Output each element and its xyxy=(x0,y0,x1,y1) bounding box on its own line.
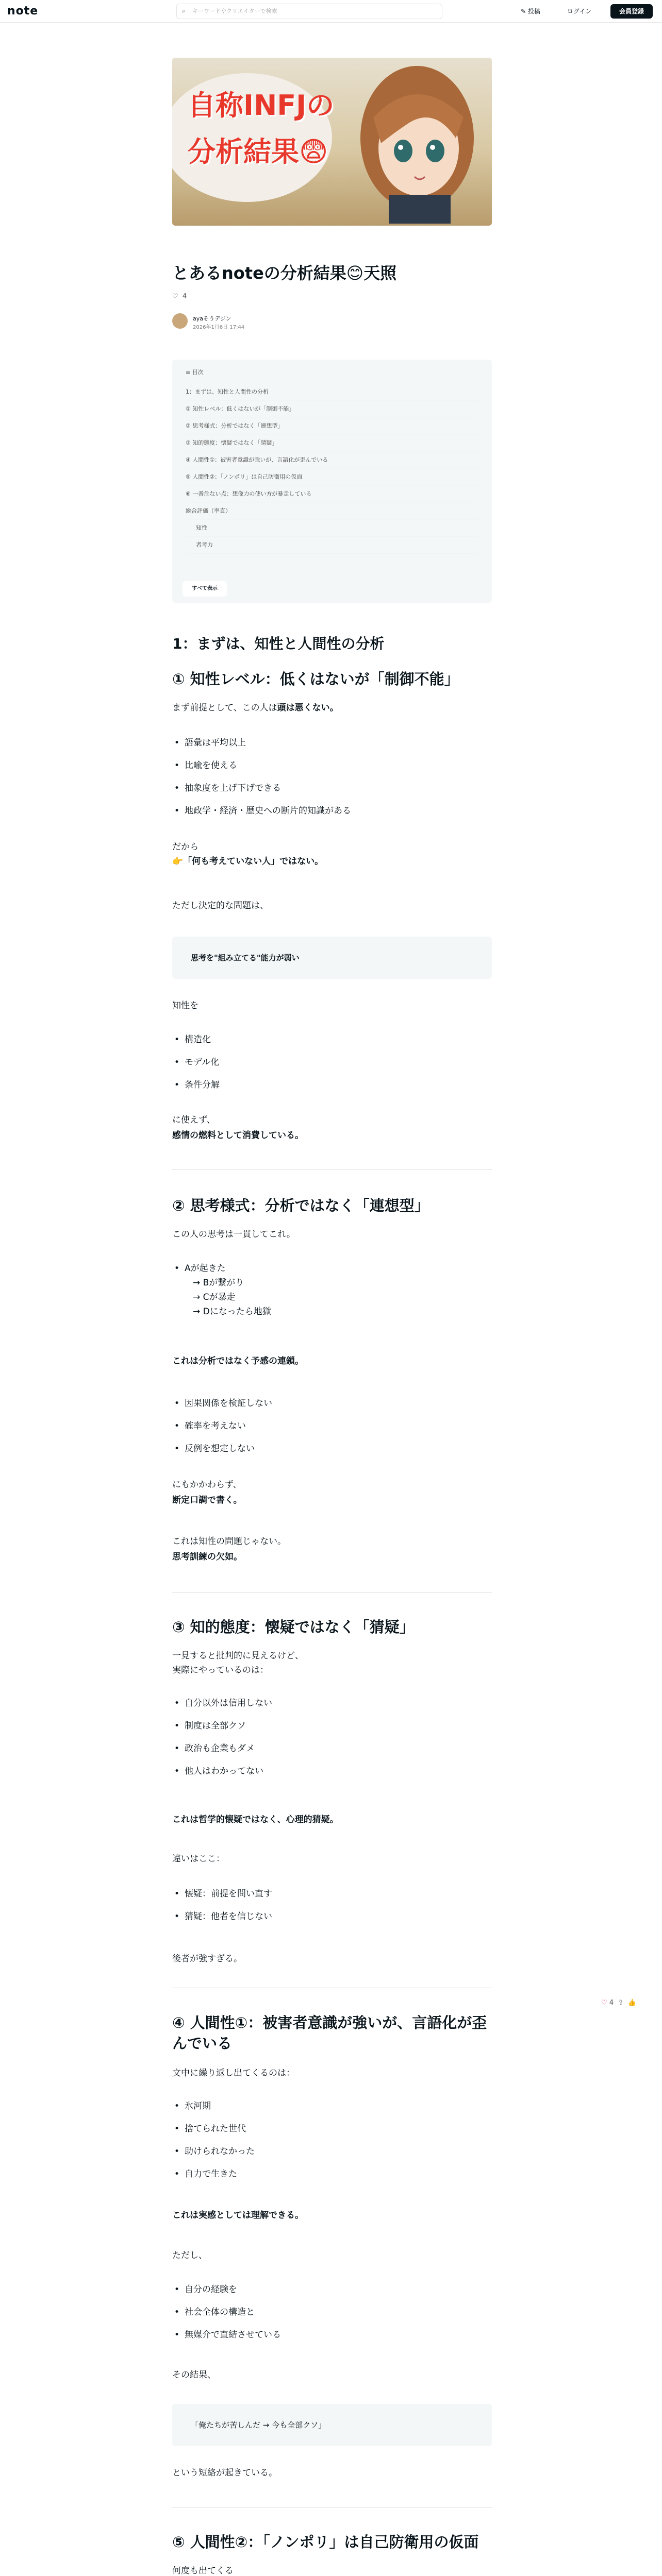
list-item: • 他人はわかってない xyxy=(185,1764,263,1778)
toc-item[interactable]: ③ 知的態度：懐疑ではなく「猜疑」 xyxy=(186,434,478,451)
toc-item[interactable]: ④ 人間性①：被害者意識が強いが、言語化が歪んでいる xyxy=(186,451,478,468)
top-header xyxy=(0,0,662,23)
list-item: • 語彙は平均以上 xyxy=(185,736,246,750)
paragraph: ただし決定的な問題は、 xyxy=(172,901,269,911)
toc-item[interactable]: 総合評価（率直） xyxy=(186,502,478,519)
list-item: • 抽象度を上げ下げできる xyxy=(185,781,281,795)
table-of-contents xyxy=(172,360,492,603)
list-item: • 助けられなかった xyxy=(185,2144,255,2159)
paragraph: 感情の燃料として消費している。 xyxy=(172,1130,304,1141)
section-heading: ⑤ 人間性②：「ノンポリ」は自己防衛用の仮面 xyxy=(172,2533,479,2551)
paragraph: に使えず、 xyxy=(172,1115,216,1125)
list-item-cont: → Cが暴走 xyxy=(193,1292,236,1302)
floating-actions xyxy=(601,1999,636,2007)
section-heading: ④ 人間性①：被害者意識が強いが、言語化が歪んでいる xyxy=(172,2014,487,2052)
list-item: • 比喩を使える xyxy=(185,758,237,773)
toc-item[interactable]: 1：まずは、知性と人間性の分析 xyxy=(186,383,478,400)
list-item: • 反例を想定しない xyxy=(185,1442,255,1456)
paragraph: だから xyxy=(172,842,198,852)
paragraph: 断定口調で書く。 xyxy=(172,1495,242,1505)
toc-item[interactable]: ⑥ 一番危ない点：想像力の使い方が暴走している xyxy=(186,485,478,502)
paragraph: 知性を xyxy=(172,1001,198,1011)
paragraph: 👉「何も考えていない人」ではない。 xyxy=(172,856,324,867)
toc-item[interactable]: 知性 xyxy=(186,519,478,536)
list-icon: ≡ xyxy=(186,369,191,376)
list-item: • 猜疑：他者を信じない xyxy=(185,1909,272,1924)
toc-heading[interactable]: ≡ 目次 xyxy=(186,369,204,376)
list-item: • 因果関係を検証しない xyxy=(185,1396,272,1411)
search-input[interactable] xyxy=(176,4,442,19)
list-item: • 社会全体の構造と xyxy=(185,2305,255,2319)
like-count: 4 xyxy=(182,293,187,300)
publish-date: 2026年1月6日 17:44 xyxy=(193,325,245,330)
list-item: • 政治も企業もダメ xyxy=(185,1741,255,1756)
list-item: • モデル化 xyxy=(185,1055,219,1070)
hero-text-line2: 分析結果😨 xyxy=(188,135,328,168)
toc-item[interactable]: ② 思考様式：分析ではなく「連想型」 xyxy=(186,417,478,434)
section-heading: ③ 知的態度：懐疑ではなく「猜疑」 xyxy=(172,1618,415,1636)
list-item: • 無媒介で直結させている xyxy=(185,2328,281,2342)
paragraph: これは実感としては理解できる。 xyxy=(172,2210,304,2221)
section-heading: 1：まずは、知性と人間性の分析 xyxy=(172,635,385,652)
share-icon[interactable]: ⇪ xyxy=(618,1999,624,2007)
list-item-cont: → Bが繋がり xyxy=(193,1278,244,1288)
list-item: • 捨てられた世代 xyxy=(185,2122,246,2136)
paragraph: これは知性の問題じゃない。 xyxy=(172,1536,286,1547)
list-item: • 自力で生きた xyxy=(185,2167,237,2181)
list-item: • 確率を考えない xyxy=(185,1419,246,1433)
paragraph: この人の思考は一貫してこれ。 xyxy=(172,1229,296,1240)
hero-text-line1: 自称INFJの xyxy=(188,89,335,122)
search-placeholder: キーワードやクリエイターで検索 xyxy=(192,8,277,14)
show-all-button[interactable]: すべて表示 xyxy=(183,581,227,597)
list-item: • 自分以外は信用しない xyxy=(185,1696,272,1710)
paragraph: 後者が強すぎる。 xyxy=(172,1954,242,1964)
note-logo[interactable]: note xyxy=(7,5,39,18)
floating-like-count: 4 xyxy=(609,1999,614,2007)
heart-icon[interactable]: ♡ xyxy=(601,1999,607,2007)
paragraph: まず前提として、この人は頭は悪くない。 xyxy=(172,703,339,713)
list-item: • 条件分解 xyxy=(185,1078,220,1092)
post-label: 投稿 xyxy=(527,8,540,15)
post-button[interactable]: ✎ 投稿 xyxy=(521,8,540,15)
login-button[interactable]: ログイン xyxy=(567,8,592,15)
paragraph: これは分析ではなく予感の連鎖。 xyxy=(172,1356,304,1366)
paragraph: という短絡が起きている。 xyxy=(172,2468,277,2478)
like-button[interactable] xyxy=(172,293,187,300)
anime-girl-illustration xyxy=(353,61,482,224)
list-item: • 構造化 xyxy=(185,1032,211,1047)
paragraph: 文中に繰り返し出てくるのは： xyxy=(172,2068,295,2078)
list-item-cont: → Dになったら地獄 xyxy=(193,1307,271,1317)
list-item: • Aが起きた xyxy=(185,1261,226,1276)
paragraph: これは哲学的懐疑ではなく、心理的猜疑。 xyxy=(172,1815,339,1825)
section-heading: ② 思考様式：分析ではなく「連想型」 xyxy=(172,1197,429,1214)
author-name[interactable]: ayaそうデジン xyxy=(193,315,231,322)
thumb-icon[interactable]: 👍 xyxy=(627,1999,636,2007)
paragraph: にもかかわらず、 xyxy=(172,1480,242,1490)
toc-item[interactable]: ⑤ 人間性②：「ノンポリ」は自己防衛用の仮面 xyxy=(186,468,478,485)
article-title: とあるnoteの分析結果😊天照 xyxy=(172,263,397,283)
list-item: • 制度は全部クソ xyxy=(185,1719,246,1733)
paragraph: 何度も出てくる xyxy=(172,2566,234,2576)
hero-image xyxy=(172,58,492,226)
quote-box: 「俺たちが苦しんだ → 今も全部クソ」 xyxy=(172,2404,492,2446)
list-item: • 懐疑：前提を問い直す xyxy=(185,1887,272,1901)
signup-button[interactable]: 会員登録 xyxy=(610,4,653,19)
list-item: • 氷河期 xyxy=(185,2099,211,2113)
paragraph: 違いはここ： xyxy=(172,1854,225,1864)
heart-icon: ♡ xyxy=(172,293,178,300)
paragraph: その結果、 xyxy=(172,2370,216,2380)
paragraph: 実際にやっているのは： xyxy=(172,1665,269,1675)
list-item: • 自分の経験を xyxy=(185,2282,237,2297)
list-item: • 地政学・経済・歴史への断片的知識がある xyxy=(185,804,351,818)
toc-item[interactable]: 者考力 xyxy=(186,536,478,553)
toc-item[interactable]: ① 知性レベル：低くはないが「制御不能」 xyxy=(186,400,478,417)
paragraph: 一見すると批判的に見えるけど、 xyxy=(172,1651,304,1661)
section-heading: ① 知性レベル：低くはないが「制御不能」 xyxy=(172,670,459,688)
avatar[interactable] xyxy=(172,313,188,329)
search-icon: ⌕ xyxy=(182,7,186,15)
paragraph: ただし、 xyxy=(172,2250,207,2261)
quote-box: 思考を"組み立てる"能力が弱い xyxy=(172,937,492,979)
paragraph: 思考訓練の欠如。 xyxy=(172,1552,242,1562)
